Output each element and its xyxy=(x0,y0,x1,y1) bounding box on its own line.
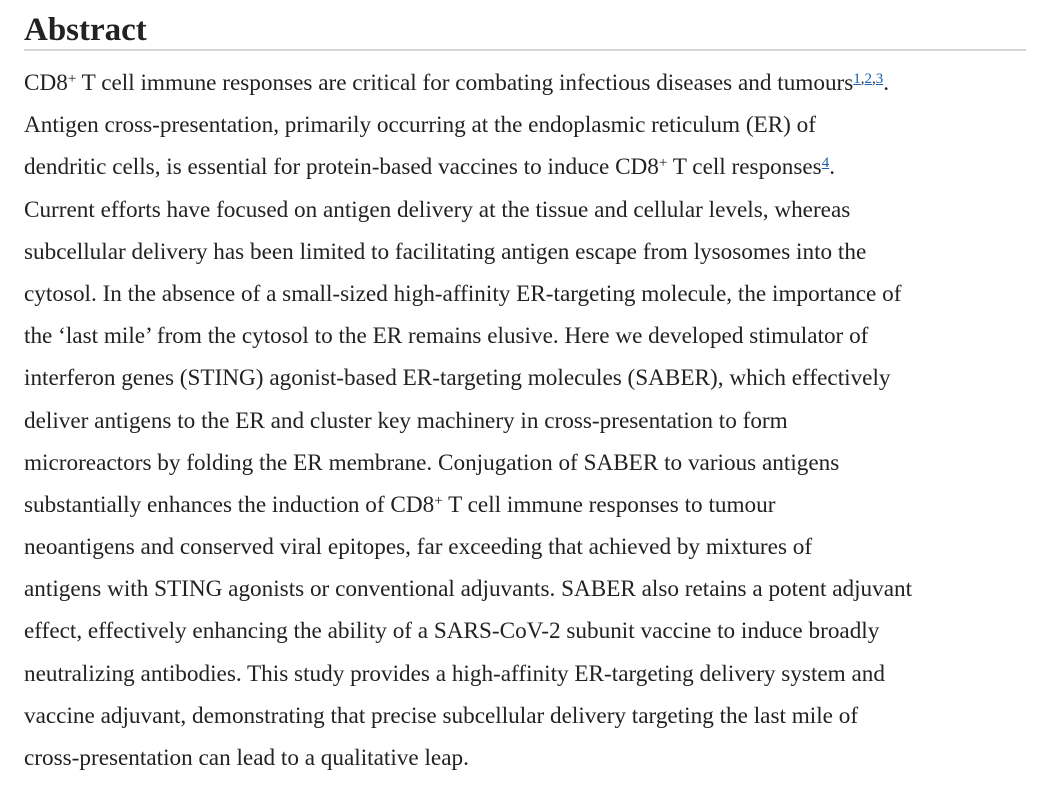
citation-link-3[interactable]: 3 xyxy=(875,71,884,87)
abstract-line-15: neutralizing antibodies. This study provides a high-affinity ER-targeting delivery system and xyxy=(24,660,885,687)
abstract-line-16: vaccine adjuvant, demonstrating that precise subcellular delivery targeting the last mile of xyxy=(24,702,859,729)
abstract-line-10: microreactors by folding the ER membrane. Conjugation of SABER to various antigens xyxy=(24,449,840,476)
line-text: T cell immune responses are critical for combating infectious diseases and tumours xyxy=(76,70,854,96)
abstract-line-8: interferon genes (STING) agonist-based ER-targeting molecules (SABER), which effectively xyxy=(24,365,891,392)
abstract-line-2: Antigen cross-presentation, primarily occurring at the endoplasmic reticulum (ER) of xyxy=(24,112,816,139)
abstract-line-3 xyxy=(24,146,1026,188)
line-end-period: . xyxy=(883,70,890,96)
abstract-line-5: subcellular delivery has been limited to facilitating antigen escape from lysosomes into the xyxy=(24,238,867,265)
abstract-line-4: Current efforts have focused on antigen delivery at the tissue and cellular levels, whereas xyxy=(24,196,851,223)
line-end-period: . xyxy=(829,154,835,181)
line-text: dendritic cells, is essential for protein-based vaccines to induce CD8 xyxy=(24,154,659,181)
superscript-plus: + xyxy=(658,155,668,172)
line-text: T cell immune responses to tumour xyxy=(442,491,776,518)
citation-link-4[interactable]: 4 xyxy=(821,155,830,172)
abstract-line-6: cytosol. In the absence of a small-sized high-affinity ER-targeting molecule, the importance of xyxy=(24,280,902,307)
abstract-line-12: neoantigens and conserved viral epitopes, far exceeding that achieved by mixtures of xyxy=(24,534,813,561)
citation-separator: , xyxy=(872,71,876,87)
abstract-line-7: the ‘last mile’ from the cytosol to the ER remains elusive. Here we developed stimulator of xyxy=(24,323,869,350)
abstract-line-17: cross-presentation can lead to a qualitative leap. xyxy=(24,745,469,771)
citation-link-1[interactable]: 1 xyxy=(853,71,861,87)
abstract-line-1 xyxy=(24,62,1026,104)
citation-link-2[interactable]: 2 xyxy=(864,71,873,87)
abstract-line-14: effect, effectively enhancing the ability of a SARS-CoV-2 subunit vaccine to induce broadly xyxy=(24,618,880,645)
abstract-line-11 xyxy=(24,484,1026,526)
line-text: substantially enhances the induction of CD8 xyxy=(24,491,435,518)
citation-group-1-3 xyxy=(853,71,883,87)
abstract-body xyxy=(24,51,1026,779)
abstract-section xyxy=(24,0,1026,779)
line-text: T cell responses xyxy=(667,154,822,181)
abstract-heading: Abstract xyxy=(24,0,1026,51)
superscript-plus: + xyxy=(434,492,443,509)
superscript-plus: + xyxy=(67,71,77,87)
citation-separator: , xyxy=(860,71,865,87)
abstract-line-9: deliver antigens to the ER and cluster key machinery in cross-presentation to form xyxy=(24,407,788,434)
abstract-line-13: antigens with STING agonists or conventional adjuvants. SABER also retains a potent adjuvant xyxy=(24,576,913,603)
line-text: CD8 xyxy=(24,70,68,96)
